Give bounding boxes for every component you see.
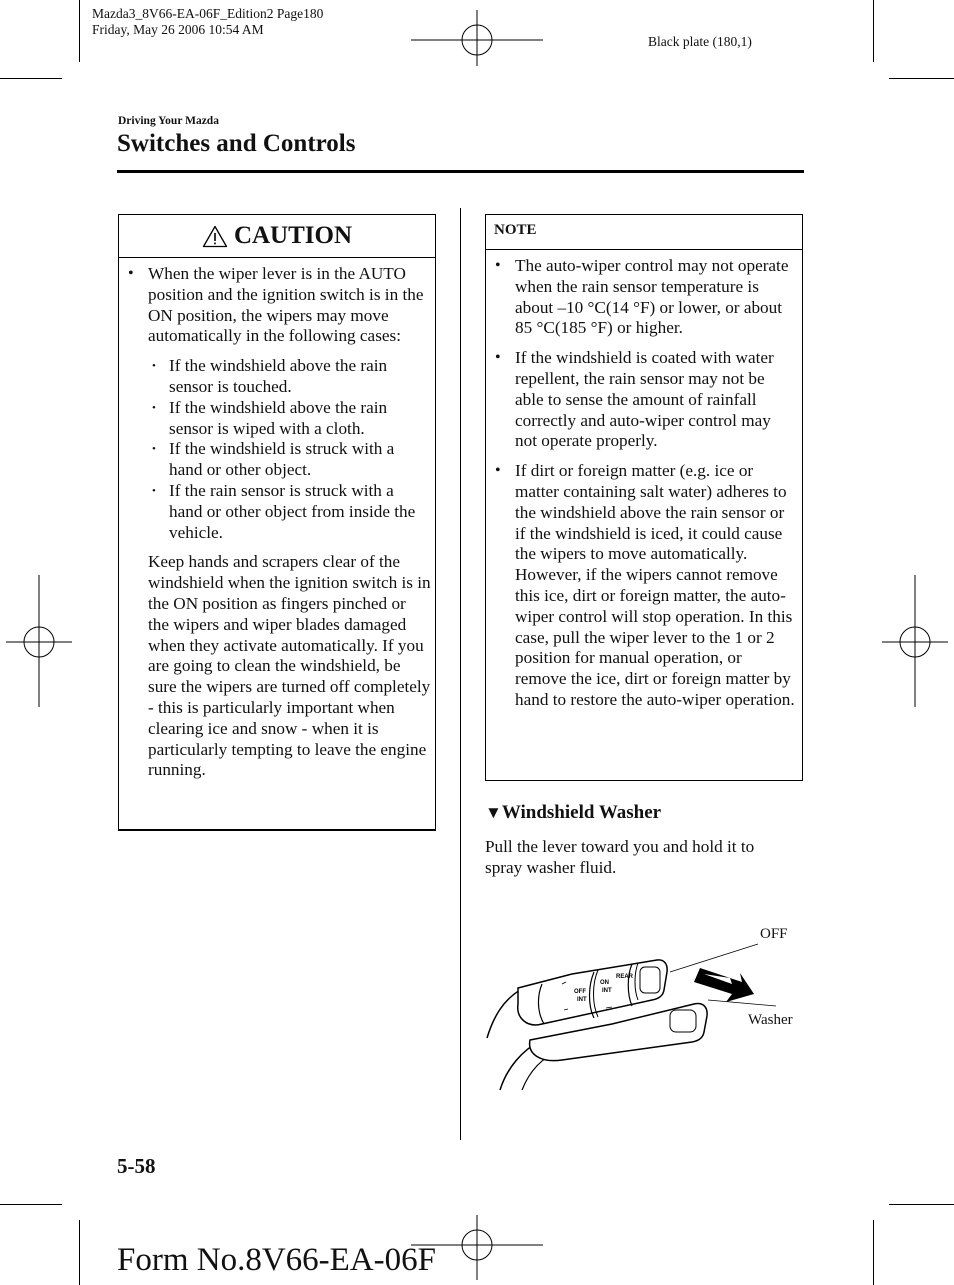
crop-mark	[79, 0, 80, 62]
form-number: Form No.8V66-EA-06F	[117, 1242, 436, 1278]
list-item: • If the windshield is coated with water repellent, the rain sensor may not be able to sense the amount of rainfall correctly and auto-wiper control may not operate properly.	[486, 348, 796, 452]
caution-body	[119, 258, 435, 781]
crop-mark	[79, 1220, 80, 1285]
crop-mark	[873, 0, 874, 62]
registration-mark-icon	[6, 575, 72, 707]
registration-mark-icon	[411, 10, 543, 70]
crop-mark	[0, 1204, 62, 1205]
caution-heading: CAUTION	[233, 222, 353, 249]
washer-heading: ▼Windshield Washer	[485, 802, 662, 823]
title-rule	[117, 170, 804, 173]
print-date-line: Friday, May 26 2006 10:54 AM	[92, 22, 264, 37]
print-plate: Black plate (180,1)	[648, 34, 752, 49]
note-box	[485, 214, 803, 781]
section-label: Driving Your Mazda	[118, 115, 219, 127]
marking-int-rear: INT	[602, 988, 612, 994]
note-body	[486, 250, 802, 711]
caution-intro: • When the wiper lever is in the AUTO position and the ignition switch is in the ON position, the wipers may move automatically in the following cases:	[119, 264, 431, 347]
list-item: • The auto-wiper control may not operate when the rain sensor temperature is about –10 °C(14 °F) or lower, or about 85 °C(185 °F) or higher.	[486, 256, 796, 339]
list-item: • If the windshield above the rain sensor is wiped with a cloth.	[148, 398, 431, 440]
marking-int: INT	[577, 997, 587, 1003]
marking-on: ON	[600, 980, 609, 986]
off-leader-line	[670, 944, 758, 972]
crop-mark	[0, 78, 62, 79]
warning-triangle-icon	[202, 225, 228, 248]
crop-mark	[889, 1204, 954, 1205]
registration-mark-icon	[882, 575, 948, 707]
note-heading: NOTE	[486, 215, 802, 250]
crop-mark	[873, 1220, 874, 1285]
washer-leader-line	[708, 1000, 776, 1006]
marking-rear: REAR	[616, 974, 634, 980]
column-divider	[460, 208, 461, 1140]
down-triangle-icon: ▼	[485, 803, 502, 822]
label-off: OFF	[760, 926, 788, 942]
list-item: • If the rain sensor is struck with a hand or other object from inside the vehicle.	[148, 481, 431, 543]
crop-mark	[889, 78, 954, 79]
list-item: • If the windshield is struck with a hand or other object.	[148, 439, 431, 481]
caution-cases-list	[148, 356, 431, 543]
page-title: Switches and Controls	[117, 130, 356, 157]
marking-off: OFF	[574, 989, 586, 995]
label-washer: Washer	[748, 1012, 793, 1028]
list-item: • If dirt or foreign matter (e.g. ice or matter containing salt water) adheres to the windshield above the rain sensor or if the windshield is iced, it could cause the wipers to move automatically. However, if the wipers cannot remove this ice, dirt or foreign matter, the auto-wiper control will stop operation. In this case, pull the wiper lever to the 1 or 2 position for manual operation, or remove the ice, dirt or foreign matter by hand to restore the auto-wiper operation.	[486, 461, 796, 711]
pull-direction-arrow-icon	[694, 968, 754, 1002]
caution-paragraph: Keep hands and scrapers clear of the windshield when the ignition switch is in the ON position as fingers pinched or the wipers and wiper blades damaged when they activate automatically. If you are going to clean the windshield, be sure the wipers are turned off completely - this is particularly important when clearing ice and snow - when it is particularly tempting to leave the engine running.	[148, 552, 431, 780]
caution-header	[119, 215, 435, 258]
washer-text: Pull the lever toward you and hold it to spray washer fluid.	[485, 837, 755, 877]
wiper-lever-illustration	[482, 920, 802, 1100]
list-item: • If the windshield above the rain sensor is touched.	[148, 356, 431, 398]
caution-box	[118, 214, 436, 831]
page-number: 5-58	[117, 1154, 156, 1178]
print-file-line: Mazda3_8V66-EA-06F_Edition2 Page180	[92, 6, 324, 21]
